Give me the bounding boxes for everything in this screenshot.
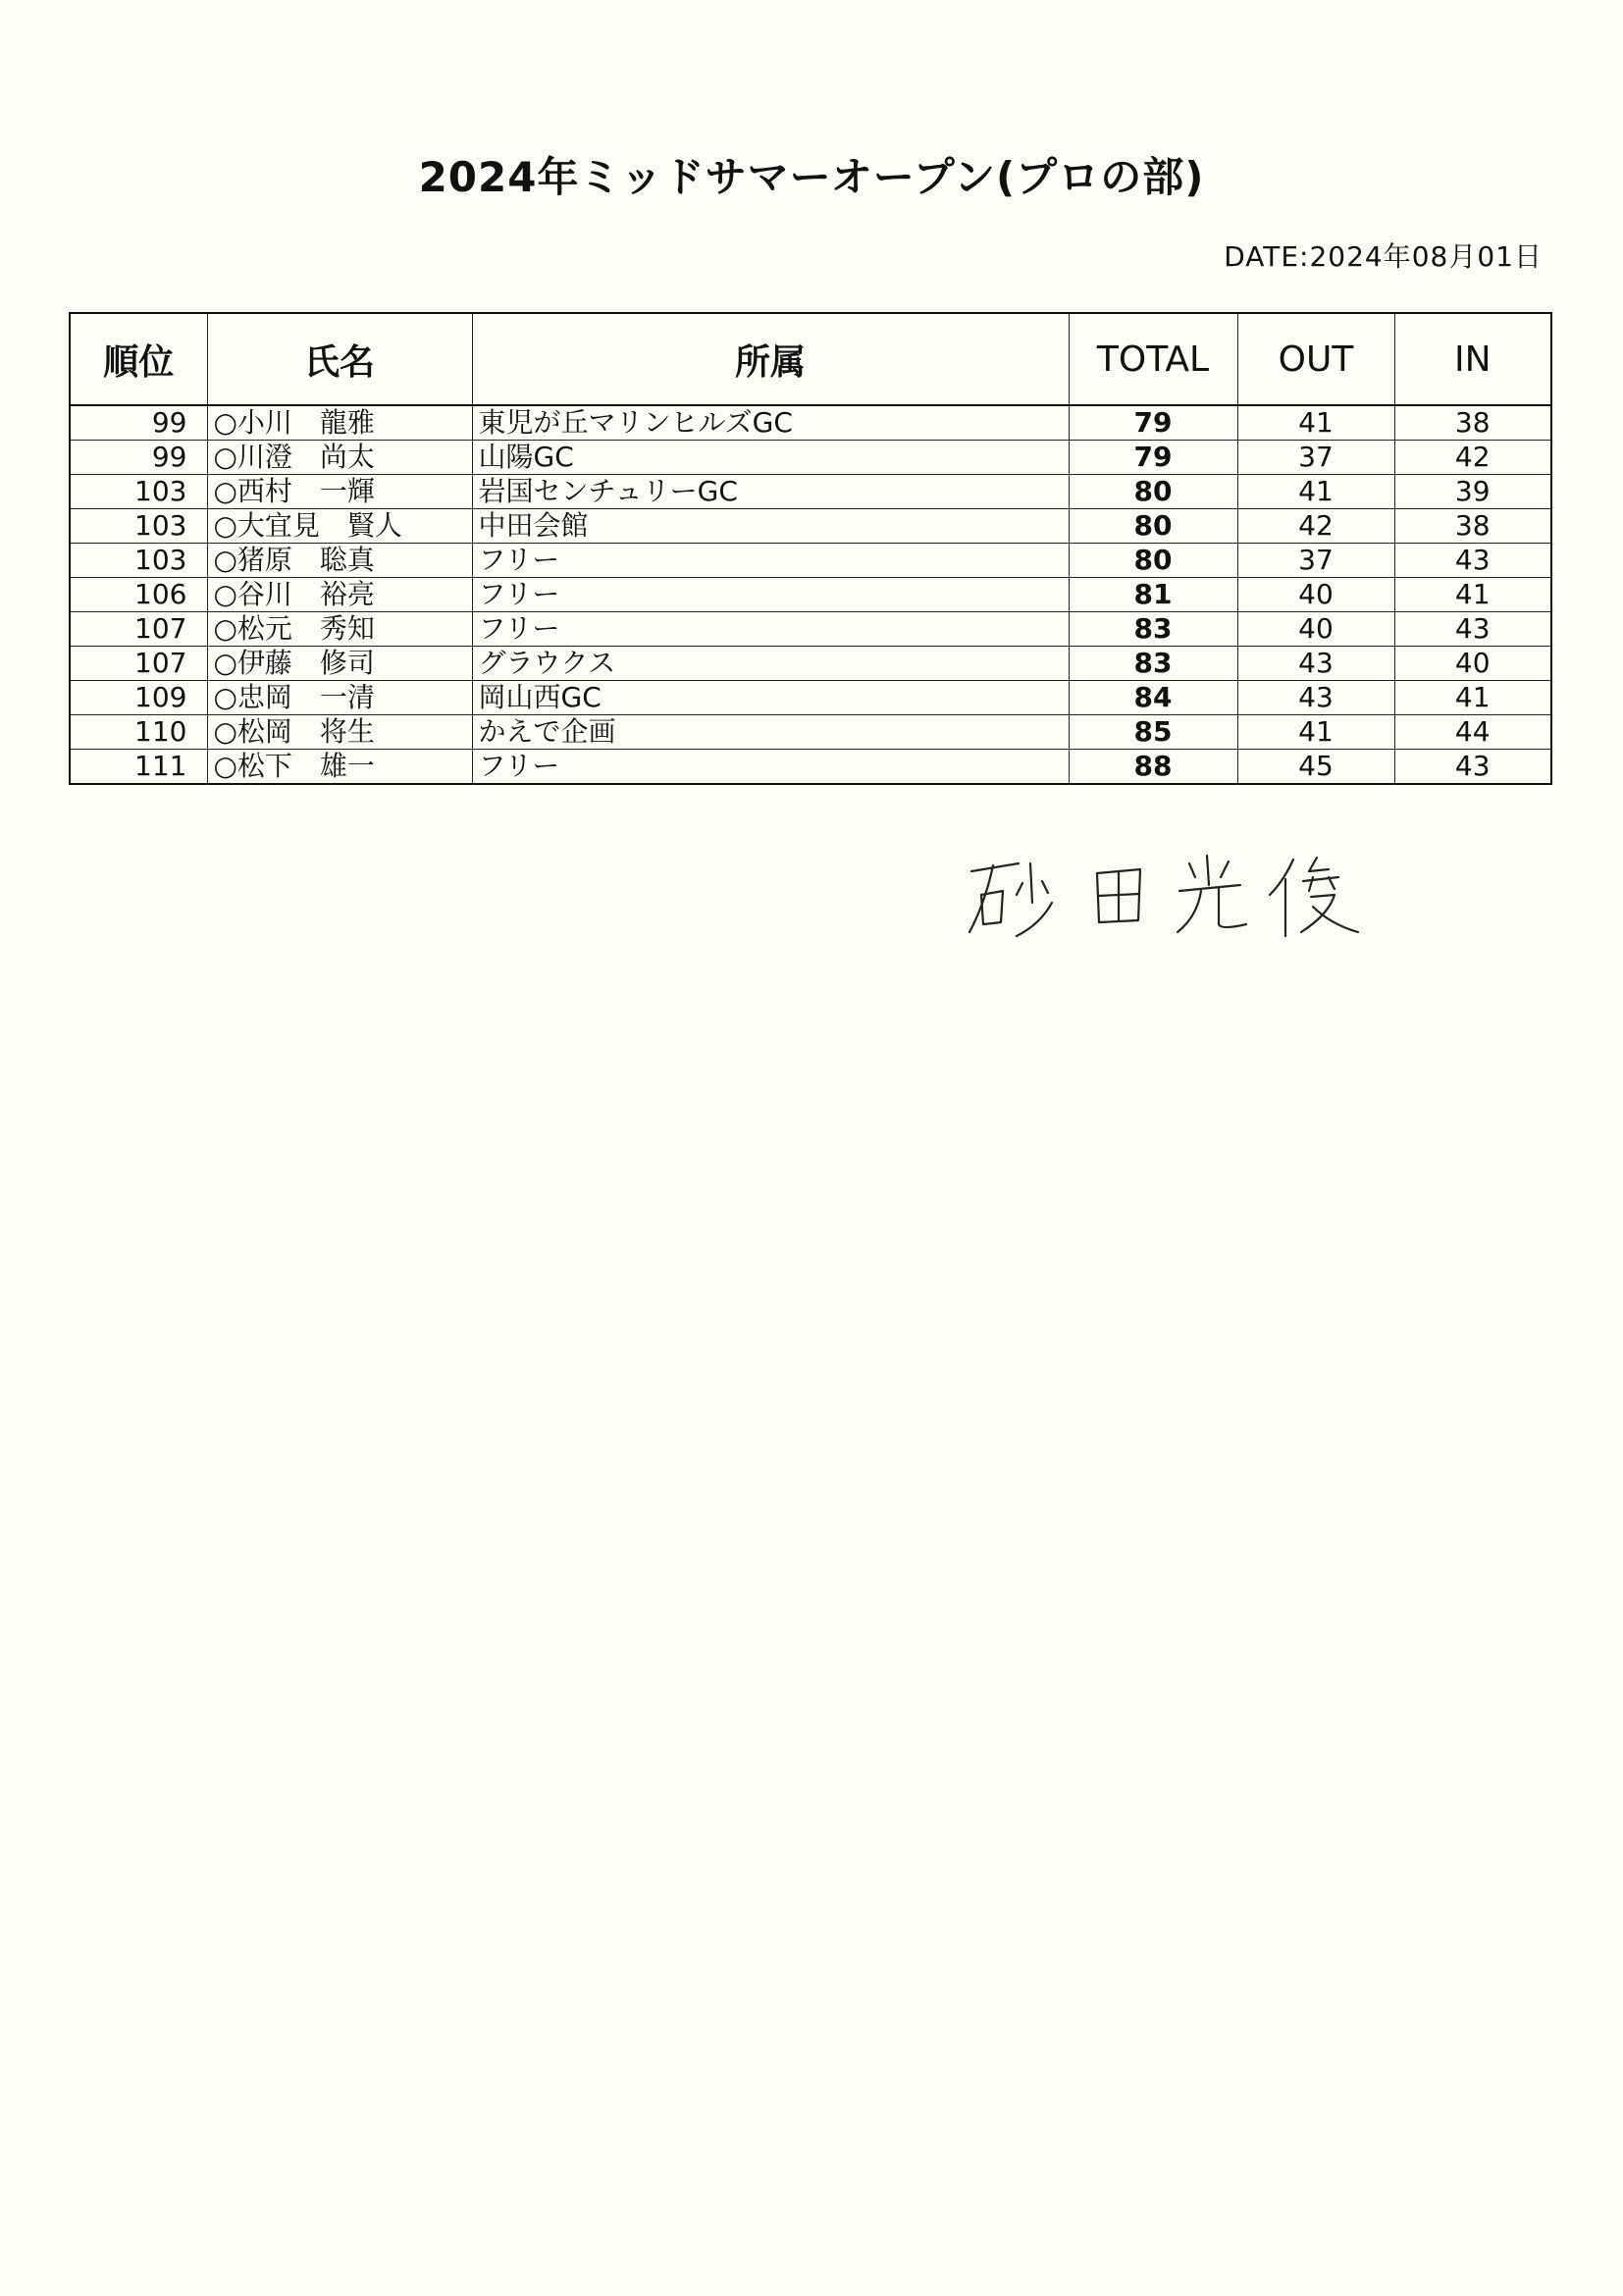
cell-name: ○川澄 尚太 xyxy=(207,441,472,475)
table-row xyxy=(70,750,1551,785)
cell-club: 岡山西GC xyxy=(472,681,1069,715)
table-row xyxy=(70,681,1551,715)
cell-rank: 103 xyxy=(70,475,207,509)
cell-name: ○松元 秀知 xyxy=(207,612,472,647)
table-row xyxy=(70,715,1551,750)
cell-rank: 106 xyxy=(70,578,207,612)
cell-in: 41 xyxy=(1394,578,1551,612)
table-row xyxy=(70,405,1551,441)
cell-in: 38 xyxy=(1394,405,1551,441)
cell-out: 37 xyxy=(1237,544,1394,578)
cell-rank: 110 xyxy=(70,715,207,750)
cell-in: 41 xyxy=(1394,681,1551,715)
table-row xyxy=(70,612,1551,647)
cell-name: ○小川 龍雅 xyxy=(207,405,472,441)
cell-total: 79 xyxy=(1069,405,1237,441)
table-header-row xyxy=(70,313,1551,405)
cell-rank: 99 xyxy=(70,405,207,441)
cell-name: ○伊藤 修司 xyxy=(207,647,472,681)
cell-total: 79 xyxy=(1069,441,1237,475)
cell-total: 83 xyxy=(1069,647,1237,681)
cell-out: 43 xyxy=(1237,681,1394,715)
cell-out: 43 xyxy=(1237,647,1394,681)
date-label: DATE:2024年08月01日 xyxy=(1224,240,1543,273)
header-name: 氏名 xyxy=(207,313,472,405)
table-row xyxy=(70,544,1551,578)
header-rank: 順位 xyxy=(70,313,207,405)
cell-total: 80 xyxy=(1069,475,1237,509)
cell-club: 山陽GC xyxy=(472,441,1069,475)
cell-name: ○大宜見 賢人 xyxy=(207,509,472,544)
cell-club: フリー xyxy=(472,578,1069,612)
cell-club: グラウクス xyxy=(472,647,1069,681)
cell-club: 東児が丘マリンヒルズGC xyxy=(472,405,1069,441)
cell-club: かえで企画 xyxy=(472,715,1069,750)
cell-in: 43 xyxy=(1394,750,1551,785)
cell-rank: 103 xyxy=(70,509,207,544)
cell-in: 38 xyxy=(1394,509,1551,544)
header-total: TOTAL xyxy=(1069,313,1237,405)
cell-rank: 111 xyxy=(70,750,207,785)
table-row xyxy=(70,475,1551,509)
cell-in: 43 xyxy=(1394,544,1551,578)
cell-out: 42 xyxy=(1237,509,1394,544)
header-out: OUT xyxy=(1237,313,1394,405)
cell-total: 80 xyxy=(1069,544,1237,578)
header-in: IN xyxy=(1394,313,1551,405)
cell-total: 85 xyxy=(1069,715,1237,750)
cell-in: 44 xyxy=(1394,715,1551,750)
cell-out: 45 xyxy=(1237,750,1394,785)
cell-club: フリー xyxy=(472,750,1069,785)
cell-club: 中田会館 xyxy=(472,509,1069,544)
cell-total: 83 xyxy=(1069,612,1237,647)
cell-name: ○猪原 聡真 xyxy=(207,544,472,578)
table-body xyxy=(70,405,1551,784)
results-table xyxy=(69,312,1552,785)
page-title: 2024年ミッドサマーオープン(プロの部) xyxy=(418,153,1205,201)
cell-out: 41 xyxy=(1237,715,1394,750)
cell-club: 岩国センチュリーGC xyxy=(472,475,1069,509)
cell-club: フリー xyxy=(472,612,1069,647)
header-club: 所属 xyxy=(472,313,1069,405)
table-row xyxy=(70,441,1551,475)
cell-in: 39 xyxy=(1394,475,1551,509)
cell-out: 41 xyxy=(1237,405,1394,441)
cell-total: 81 xyxy=(1069,578,1237,612)
cell-in: 43 xyxy=(1394,612,1551,647)
cell-out: 41 xyxy=(1237,475,1394,509)
cell-out: 40 xyxy=(1237,578,1394,612)
cell-rank: 107 xyxy=(70,647,207,681)
table-row xyxy=(70,578,1551,612)
table-row xyxy=(70,509,1551,544)
cell-out: 40 xyxy=(1237,612,1394,647)
cell-in: 42 xyxy=(1394,441,1551,475)
cell-name: ○松岡 将生 xyxy=(207,715,472,750)
cell-name: ○谷川 裕亮 xyxy=(207,578,472,612)
table-row xyxy=(70,647,1551,681)
cell-name: ○忠岡 一清 xyxy=(207,681,472,715)
cell-rank: 107 xyxy=(70,612,207,647)
cell-total: 84 xyxy=(1069,681,1237,715)
cell-out: 37 xyxy=(1237,441,1394,475)
cell-total: 80 xyxy=(1069,509,1237,544)
cell-in: 40 xyxy=(1394,647,1551,681)
cell-name: ○西村 一輝 xyxy=(207,475,472,509)
cell-club: フリー xyxy=(472,544,1069,578)
cell-rank: 103 xyxy=(70,544,207,578)
cell-rank: 109 xyxy=(70,681,207,715)
cell-total: 88 xyxy=(1069,750,1237,785)
cell-rank: 99 xyxy=(70,441,207,475)
handwritten-signature xyxy=(962,834,1374,952)
cell-name: ○松下 雄一 xyxy=(207,750,472,785)
